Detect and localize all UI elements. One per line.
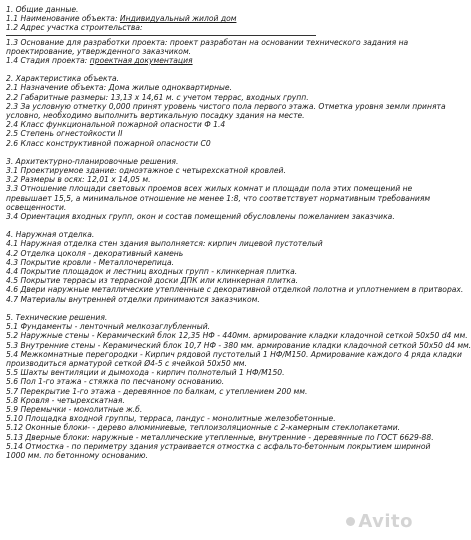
s5-line: 5.8 Кровля - четырехскатная.: [6, 395, 125, 405]
s3-line: 3.4 Ориентация входных групп, окон и состав помещений обусловлены пожеланием заказчика.: [6, 212, 395, 222]
s2-line: 2.3 За условную отметку 0,000 принят уровень чистого пола первого этажа. Отметка уровня земли принята: [6, 101, 446, 111]
s5-line: 5.14 Отмостка - по периметру здания устраивается отмостка с асфальто-бетонным покрытием шириной: [6, 441, 431, 451]
project-basis-cont: проектирование, утвержденного заказчиком.: [6, 46, 192, 56]
project-stage-line: [6, 56, 417, 65]
s2-line: 2.2 Габаритные размеры: 13,13 х 14,61 м. с учетом террас, входных групп.: [6, 92, 309, 102]
s5-line: 5.13 Дверные блоки: наружные - металлические утепленные, внутренние - деревянные по ГОСТ 6629-88.: [6, 432, 434, 442]
s2-line: 2.5 Степень огнестойкости II: [6, 129, 123, 139]
section-1-heading: 1. Общие данные.: [6, 5, 79, 14]
s4-line: 4.6 Двери наружные металлические утепленные с декоративной отделкой полотна и уплотнением в притворах.: [6, 285, 464, 295]
s3-line: 3.2 Размеры в осях: 12,01 х 14,05 м.: [6, 175, 151, 185]
object-name-line: [6, 14, 417, 23]
s5-line: 5.5 Шахты вентиляции и дымохода - кирпич полнотелый 1 НФ/М150.: [6, 368, 285, 378]
s5-line: 5.4 Межкомнатные перегородки - Кирпич рядовой пустотелый 1 НФ/М150. Армирование каждого 4 ряда кладки: [6, 349, 462, 359]
s5-line: 5.6 Пол 1-го этажа - стяжка по песчаному основанию.: [6, 377, 225, 387]
s4-line: 4.3 Покрытие кровли - Металлочерепица.: [6, 257, 175, 267]
project-stage-value: проектная документация: [89, 56, 193, 66]
project-basis-value: проект разработан на основании технического задания на: [169, 37, 409, 47]
s5-line: 5.3 Внутренние стены - Керамический блок 10,7 НФ - 380 мм. армирование кладки кладочной сеткой 50х50 d4 мм.: [6, 340, 471, 350]
s3-line: 3.3 Отношение площади световых проемов всех жилых комнат и площади пола этих помещений не: [6, 184, 413, 194]
section-4-heading: 4. Наружная отделка.: [6, 230, 95, 240]
s5-line: 5.2 Наружные стены - Керамический блок 12,35 НФ - 440мм. армирование кладки кладочной сеткой 50х50 d4 мм.: [6, 331, 468, 341]
s5-line: 5.10 Площадка входной группы, терраса, пандус - монолитные железобетонные.: [6, 414, 336, 424]
s5-line: 5.1 Фундаменты - ленточный мелкозаглубленный.: [6, 322, 211, 332]
project-stage-label: 1.4 Стадия проекта:: [6, 56, 90, 66]
s4-line: 4.2 Отделка цоколя - декоративный камень: [6, 248, 184, 258]
s2-line: 2.1 Назначение объекта: Дома жилые одноквартирные.: [6, 83, 233, 93]
object-name-value: Индивидуальный жилой дом: [119, 14, 237, 24]
s3-line: превышает 15,5, а минимальное отношение не менее 1:8, что соответствует нормативным требованиям: [6, 193, 431, 203]
s5-line: 5.9 Перемычки - монолитные ж.б.: [6, 404, 143, 414]
watermark-text: Avito: [358, 511, 413, 532]
s4-line: 4.5 Покрытие террасы из террасной доски ДПК или клинкерная плитка.: [6, 276, 299, 286]
avito-watermark: [346, 511, 413, 532]
s2-line: условно, необходимо выполнить вертикальную посадку здания на месте.: [6, 111, 305, 121]
s5-line: 5.12 Оконные блоки- - дерево алюминиевые, теплоизоляционные с 2-камерным стеклопакетами.: [6, 423, 401, 433]
s5-line: производиться арматурой сеткой Ø4-5 с ячейкой 50х50 мм.: [6, 358, 247, 368]
section-3-heading: 3. Архитектурно-планировочные решения.: [6, 156, 179, 166]
s3-line: освещенности.: [6, 202, 67, 212]
s4-line: 4.1 Наружная отделка стен здания выполняется: кирпич лицевой пустотелый: [6, 239, 323, 249]
avito-dots-icon: [346, 517, 355, 526]
s2-line: 2.6 Класс конструктивной пожарной опасности С0: [6, 138, 211, 148]
address-underline: [6, 33, 316, 36]
s4-line: 4.7 Материалы внутренней отделки принимаются заказчиком.: [6, 294, 260, 304]
s5-line: 1000 мм. по бетонному основанию.: [6, 450, 148, 460]
s3-line: 3.1 Проектируемое здание: одноэтажное с четырехскатной кровлей.: [6, 166, 286, 176]
project-basis-line: [6, 38, 417, 47]
section-2-heading: 2. Характеристика объекта.: [6, 74, 120, 84]
s4-line: 4.4 Покрытие площадок и лестниц входных групп - клинкерная плитка.: [6, 267, 298, 277]
section-5-heading: 5. Технические решения.: [6, 312, 108, 322]
site-address-line: 1.2 Адрес участка строительства:: [6, 23, 143, 33]
object-name-label: 1.1 Наименование объекта:: [6, 14, 120, 24]
s2-line: 2.4 Класс функциональной пожарной опасности Ф 1.4: [6, 120, 226, 130]
s5-line: 5.7 Перекрытие 1-го этажа - деревянное по балкам, с утеплением 200 мм.: [6, 386, 308, 396]
project-basis-label: 1.3 Основание для разработки проекта:: [6, 37, 170, 47]
